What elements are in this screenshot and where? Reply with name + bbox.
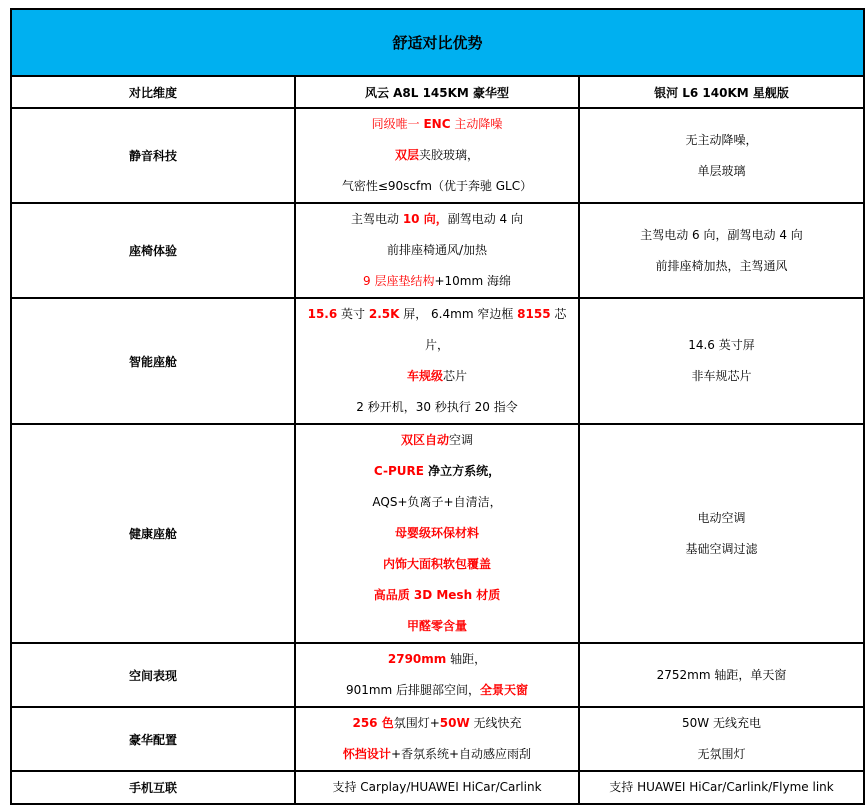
plain-text: AQS+负离子+自清洁， (372, 495, 502, 509)
highlight-text: 高品质 3D Mesh 材质 (373, 588, 501, 602)
highlight-text: 同级唯一 (371, 117, 424, 131)
highlight-text: 主动降噪 (450, 117, 503, 131)
cell-line: 2752mm 轴距，单天窗 (656, 667, 787, 682)
cell-line: 无氛围灯 (697, 747, 746, 761)
plain-text: 轴距， (446, 652, 487, 666)
table-row (11, 771, 864, 804)
cell-line (296, 266, 578, 297)
highlight-text: 9 层座垫结构 (363, 274, 435, 288)
cell-line: 单层玻璃 (697, 163, 746, 178)
car-b-cell (579, 707, 864, 771)
car-a-cell (295, 203, 579, 298)
cell-line (296, 580, 578, 611)
car-a-cell (295, 643, 579, 707)
plain-text: 支持 Carplay/HUAWEI HiCar/Carlink (332, 780, 542, 794)
table-row (11, 643, 864, 707)
cell-line: 14.6 英寸屏 (688, 338, 755, 352)
cell-line (296, 392, 578, 423)
highlight-text: 全景天窗 (480, 683, 529, 697)
car-a-cell (295, 707, 579, 771)
car-a-cell (295, 424, 579, 643)
plain-text: 前排座椅通风/加热 (386, 243, 488, 257)
cell-line (296, 456, 578, 487)
header-dimension: 对比维度 (11, 76, 295, 108)
highlight-text: 怀挡设计 (342, 747, 391, 761)
highlight-text: 10 向， (402, 212, 448, 226)
car-b-cell (579, 643, 864, 707)
comparison-table-frame (10, 8, 863, 805)
table-row (11, 424, 864, 643)
plain-text: 901mm 后排腿部空间， (345, 683, 481, 697)
cell-line: 主驾电动 6 向，副驾电动 4 向 (640, 227, 803, 242)
highlight-text: 双层 (394, 148, 419, 162)
highlight-text: 双区自动 (400, 433, 449, 447)
comparison-table (10, 8, 865, 805)
row-label: 豪华配置 (11, 707, 295, 771)
table-row (11, 108, 864, 203)
cell-line: 前排座椅加热，主驾通风 (655, 258, 788, 273)
header-car-b: 银河 L6 140KM 星舰版 (579, 76, 864, 108)
cell-line (296, 675, 578, 706)
header-row (11, 76, 864, 108)
plain-text: 气密性≤90scfm（优于奔驰 GLC） (341, 179, 533, 193)
row-label: 座椅体验 (11, 203, 295, 298)
car-a-cell (295, 771, 579, 804)
cell-line: 电动空调 (697, 510, 746, 525)
plain-text: 净立方系统， (423, 464, 501, 478)
cell-line (296, 235, 578, 266)
table-row (11, 298, 864, 424)
highlight-text: C-PURE (373, 464, 424, 478)
car-b-cell (579, 424, 864, 643)
cell-line (296, 204, 578, 235)
plain-text: 2 秒开机，30 秒执行 20 指令 (356, 400, 518, 414)
cell-line (296, 171, 578, 202)
cell-line (296, 772, 578, 803)
title-row (11, 9, 864, 76)
cell-line: 基础空调过滤 (685, 541, 758, 556)
plain-text: 主驾电动 (351, 212, 403, 226)
plain-text: 无线快充 (469, 716, 522, 730)
highlight-text: 2790mm (387, 652, 447, 666)
plain-text: 英寸 (337, 307, 369, 321)
row-label: 静音科技 (11, 108, 295, 203)
cell-line: 50W 无线充电 (682, 716, 761, 730)
row-label: 空间表现 (11, 643, 295, 707)
cell-line (296, 611, 578, 642)
table-row (11, 707, 864, 771)
car-b-cell (579, 771, 864, 804)
plain-text: 空调 (449, 433, 474, 447)
row-label: 健康座舱 (11, 424, 295, 643)
cell-line: 非车规芯片 (691, 369, 752, 383)
cell-line (296, 518, 578, 549)
car-a-cell (295, 298, 579, 424)
row-label: 手机互联 (11, 771, 295, 804)
cell-line: 支持 HUAWEI HiCar/Carlink/Flyme link (609, 780, 834, 794)
cell-line (296, 425, 578, 456)
car-a-cell (295, 108, 579, 203)
highlight-text: 50W (439, 716, 470, 730)
cell-line (296, 299, 578, 361)
highlight-text: 母婴级环保材料 (394, 526, 479, 540)
highlight-text: 2.5K (368, 307, 400, 321)
plain-text: 副驾电动 4 向 (447, 212, 523, 226)
cell-line (296, 487, 578, 518)
header-car-a: 风云 A8L 145KM 豪华型 (295, 76, 579, 108)
cell-line (296, 644, 578, 675)
highlight-text: 车规级 (406, 369, 443, 383)
plain-text: 夹胶玻璃， (419, 148, 480, 162)
car-b-cell (579, 108, 864, 203)
highlight-text: ENC (423, 117, 451, 131)
row-label: 智能座舱 (11, 298, 295, 424)
plain-text: 氛围灯+ (393, 716, 440, 730)
cell-line (296, 708, 578, 739)
highlight-text: 15.6 (307, 307, 338, 321)
table-title: 舒适对比优势 (11, 9, 864, 76)
cell-line (296, 739, 578, 770)
highlight-text: 8155 (517, 307, 551, 321)
cell-line (296, 361, 578, 392)
plain-text: +10mm 海绵 (434, 274, 511, 288)
cell-line: 无主动降噪， (685, 132, 758, 147)
highlight-text: 甲醛零含量 (406, 619, 467, 633)
cell-line (296, 549, 578, 580)
plain-text: 芯片 (443, 369, 468, 383)
cell-line (296, 140, 578, 171)
cell-line (296, 109, 578, 140)
car-b-cell (579, 203, 864, 298)
plain-text: 屏， 6.4mm 窄边框 (399, 307, 518, 321)
plain-text: 芯片， (424, 307, 567, 352)
plain-text: +香氛系统+自动感应雨刮 (390, 747, 532, 761)
table-row (11, 203, 864, 298)
car-b-cell (579, 298, 864, 424)
highlight-text: 256 色 (352, 716, 394, 730)
highlight-text: 内饰大面积软包覆盖 (382, 557, 491, 571)
